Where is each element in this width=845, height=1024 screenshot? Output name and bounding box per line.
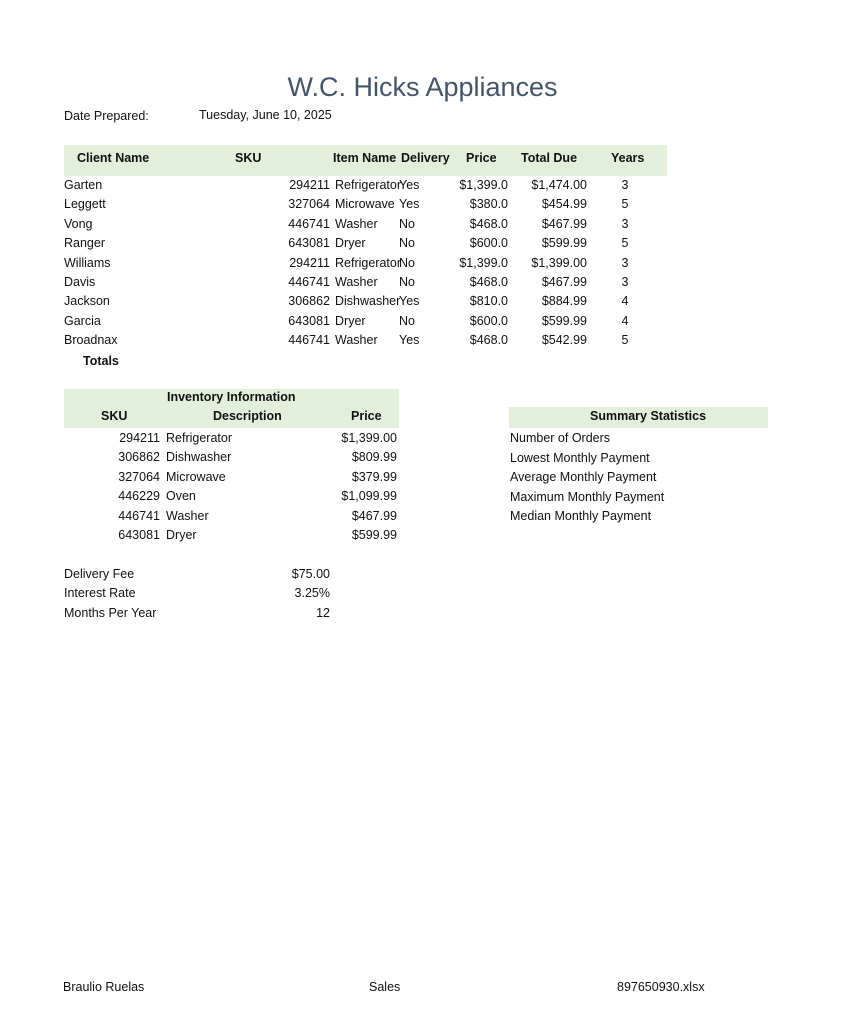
inv-header-price: Price xyxy=(351,409,382,423)
cell-price: $1,399.0 xyxy=(459,178,508,192)
cell-sku: 446741 xyxy=(288,216,330,231)
inv-header-description: Description xyxy=(213,409,282,423)
cell-item: Dryer xyxy=(335,236,366,251)
summary-label: Number of Orders xyxy=(510,431,611,445)
cell-total: $1,399.00 xyxy=(531,255,587,270)
cell-client: Broadnax xyxy=(64,333,118,348)
summary-label: Median Monthly Payment xyxy=(510,509,652,524)
inv-cell-sku: 327064 xyxy=(118,469,160,484)
cell-item: Dryer xyxy=(335,313,366,328)
date-prepared-value: Tuesday, June 10, 2025 xyxy=(199,108,332,122)
inv-header-sku: SKU xyxy=(101,409,128,423)
cell-delivery: No xyxy=(399,275,415,289)
summary-header: Summary Statistics xyxy=(590,409,707,423)
col-header-price: Price xyxy=(466,151,497,165)
cell-delivery: Yes xyxy=(399,333,420,348)
cell-client: Davis xyxy=(64,275,96,289)
cell-item: Refrigerator xyxy=(335,178,401,192)
cell-years: 3 xyxy=(621,216,629,231)
constant-label: Interest Rate xyxy=(64,586,136,601)
cell-price: $468.0 xyxy=(469,333,508,348)
date-prepared-label: Date Prepared: xyxy=(64,109,149,123)
inv-cell-price: $1,399.00 xyxy=(341,431,397,445)
totals-label: Totals xyxy=(83,354,119,368)
inv-cell-description: Dishwasher xyxy=(166,450,232,465)
cell-years: 4 xyxy=(621,313,629,328)
cell-delivery: Yes xyxy=(399,197,420,212)
cell-total: $467.99 xyxy=(541,216,587,231)
cell-price: $1,399.0 xyxy=(459,255,508,270)
footer-left: Braulio Ruelas xyxy=(63,980,145,994)
cell-client: Vong xyxy=(64,216,93,231)
inventory-title: Inventory Information xyxy=(167,390,296,404)
cell-total: $467.99 xyxy=(541,275,587,289)
cell-sku: 446741 xyxy=(288,333,330,348)
cell-sku: 327064 xyxy=(288,197,330,212)
col-header-client: Client Name xyxy=(77,151,150,165)
cell-years: 3 xyxy=(621,178,629,192)
cell-item: Microwave xyxy=(335,197,395,212)
cell-sku: 446741 xyxy=(288,275,330,289)
summary-label: Lowest Monthly Payment xyxy=(510,450,650,465)
inv-cell-description: Oven xyxy=(166,489,196,504)
inv-cell-sku: 643081 xyxy=(118,528,160,542)
inv-cell-price: $379.99 xyxy=(351,469,397,484)
cell-price: $468.0 xyxy=(469,216,508,231)
constant-value: 3.25% xyxy=(294,586,330,601)
cell-client: Ranger xyxy=(64,236,105,251)
cell-item: Washer xyxy=(335,275,378,289)
footer-right: 897650930.xlsx xyxy=(617,980,705,994)
constant-label: Delivery Fee xyxy=(64,567,135,581)
cell-delivery: Yes xyxy=(399,294,420,309)
cell-price: $380.0 xyxy=(469,197,508,212)
cell-total: $599.99 xyxy=(541,313,587,328)
inv-cell-price: $809.99 xyxy=(351,450,397,465)
cell-sku: 306862 xyxy=(288,294,330,309)
cell-years: 4 xyxy=(621,294,629,309)
inv-cell-description: Washer xyxy=(166,508,209,523)
cell-item: Washer xyxy=(335,216,378,231)
cell-item: Dishwasher xyxy=(335,294,401,309)
cell-client: Williams xyxy=(64,255,111,270)
cell-years: 3 xyxy=(621,275,629,289)
inv-cell-sku: 294211 xyxy=(119,431,160,445)
inv-cell-price: $467.99 xyxy=(351,508,397,523)
cell-total: $884.99 xyxy=(541,294,587,309)
cell-price: $600.0 xyxy=(469,236,508,251)
cell-price: $468.0 xyxy=(469,275,508,289)
cell-total: $1,474.00 xyxy=(531,178,587,192)
cell-delivery: No xyxy=(399,255,415,270)
col-header-sku: SKU xyxy=(235,151,262,165)
page-title: W.C. Hicks Appliances xyxy=(287,72,558,102)
cell-total: $599.99 xyxy=(541,236,587,251)
cell-years: 5 xyxy=(621,236,629,251)
cell-years: 3 xyxy=(621,255,629,270)
cell-price: $600.0 xyxy=(469,313,508,328)
cell-delivery: Yes xyxy=(399,178,420,192)
inv-cell-price: $599.99 xyxy=(351,528,397,542)
col-header-years: Years xyxy=(611,151,645,165)
cell-client: Leggett xyxy=(64,197,106,212)
cell-client: Jackson xyxy=(64,294,110,309)
cell-item: Washer xyxy=(335,333,378,348)
cell-sku: 643081 xyxy=(288,313,330,328)
cell-total: $454.99 xyxy=(541,197,587,212)
cell-sku: 643081 xyxy=(288,236,330,251)
col-header-item: Item Name xyxy=(333,151,397,165)
cell-sku: 294211 xyxy=(289,178,330,192)
summary-label: Maximum Monthly Payment xyxy=(510,489,665,504)
constant-value: $75.00 xyxy=(291,567,330,581)
footer-center: Sales xyxy=(369,980,401,994)
cell-years: 5 xyxy=(621,197,629,212)
cell-delivery: No xyxy=(399,236,415,251)
cell-price: $810.0 xyxy=(469,294,508,309)
summary-label: Average Monthly Payment xyxy=(510,470,657,485)
cell-client: Garten xyxy=(64,178,103,192)
inv-cell-price: $1,099.99 xyxy=(341,489,397,504)
cell-item: Refrigerator xyxy=(335,255,401,270)
cell-sku: 294211 xyxy=(289,255,330,270)
inv-cell-description: Refrigerator xyxy=(166,431,232,445)
constant-label: Months Per Year xyxy=(64,605,157,620)
inv-cell-description: Dryer xyxy=(166,528,197,542)
inv-cell-sku: 446741 xyxy=(118,508,160,523)
cell-total: $542.99 xyxy=(541,333,587,348)
constant-value: 12 xyxy=(316,605,330,620)
inv-cell-description: Microwave xyxy=(166,469,226,484)
cell-years: 5 xyxy=(621,333,629,348)
col-header-delivery: Delivery xyxy=(401,151,450,165)
cell-delivery: No xyxy=(399,313,415,328)
cell-delivery: No xyxy=(399,216,415,231)
col-header-total: Total Due xyxy=(521,151,578,165)
cell-client: Garcia xyxy=(64,313,101,328)
inv-cell-sku: 446229 xyxy=(118,489,160,504)
inv-cell-sku: 306862 xyxy=(118,450,160,465)
